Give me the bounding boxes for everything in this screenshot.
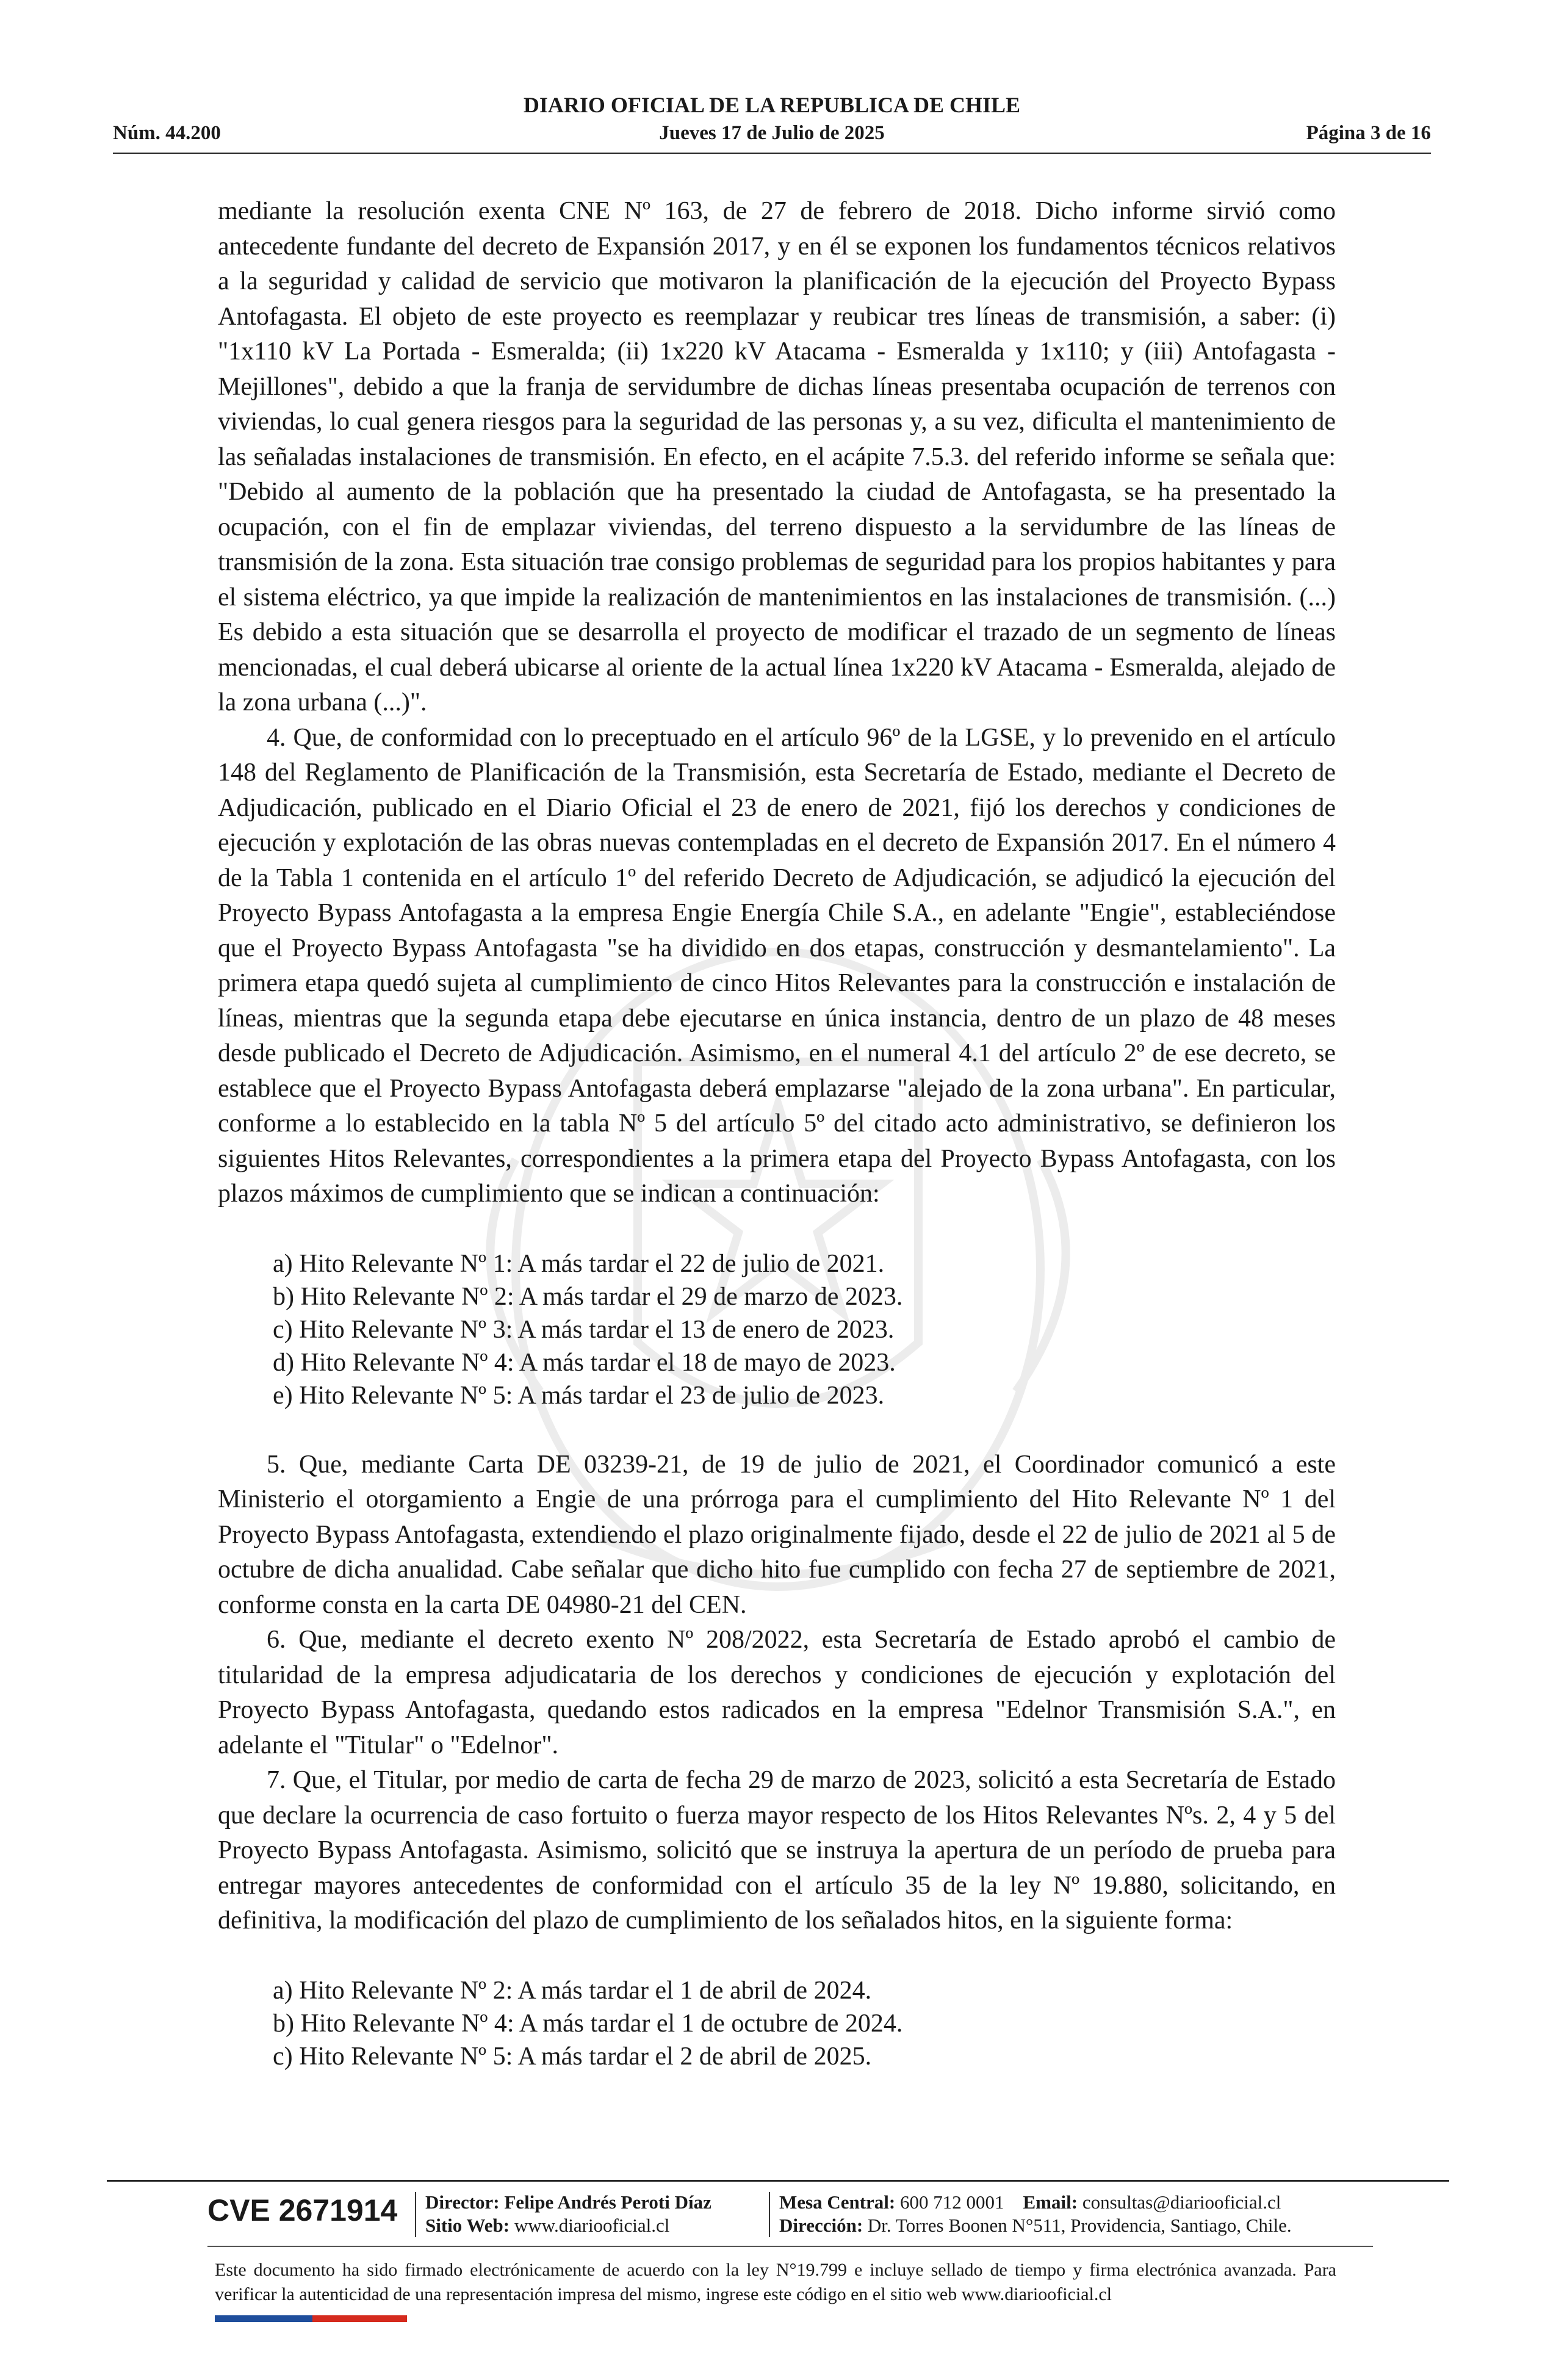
list-item: b) Hito Relevante Nº 4: A más tardar el 1 de octubre de 2024. <box>273 2009 903 2038</box>
footer-rule <box>107 2180 1449 2182</box>
milestone-list-requested <box>273 1974 1336 2073</box>
paragraph-6: 6. Que, mediante el decreto exento Nº 208/2022, esta Secretaría de Estado aprobó el cambio de titularidad de la empresa adjudicataria de los derechos y condiciones de ejecución y explotación del Proyecto Bypass Antofagasta, quedando estos radicados en la empresa "Edelnor Transmisión S.A.", en adelante el "Titular" o "Edelnor". <box>218 1626 1336 1759</box>
paragraph-4: 4. Que, de conformidad con lo preceptuado en el artículo 96º de la LGSE, y lo prevenido en el artículo 148 del Reglamento de Planificación de la Transmisión, esta Secretaría de Estado, mediante el Decreto de Adjudicación, publicado en el Diario Oficial el 23 de enero de 2021, fijó los derechos y condiciones de ejecución y explotación de las obras nuevas contempladas en el decreto de Expansión 2017. En el número 4 de la Tabla 1 contenida en el artículo 1º del referido Decreto de Adjudicación, se adjudicó la ejecución del Proyecto Bypass Antofagasta a la empresa Engie Energía Chile S.A., en adelante "Engie", estableciéndose que el Proyecto Bypass Antofagasta "se ha dividido en dos etapas, construcción y desmantelamiento". La primera etapa quedó sujeta al cumplimiento de cinco Hitos Relevantes para la construcción e instalación de líneas, mientras que la segunda etapa debe ejecutarse en única instancia, dentro de un plazo de 48 meses desde publicado el Decreto de Adjudicación. Asimismo, en el numeral 4.1 del artículo 2º de ese decreto, se establece que el Proyecto Bypass Antofagasta deberá emplazarse "alejado de la zona urbana". En particular, conforme a lo establecido en la tabla Nº 5 del artículo 5º del citado acto administrativo, se definieron los siguientes Hitos Relevantes, correspondientes a la primera etapa del Proyecto Bypass Antofagasta, con los plazos máximos de cumplimiento que se indican a continuación: <box>218 723 1336 1208</box>
phone-label: Mesa Central: <box>779 2191 896 2213</box>
paragraph-continuation: mediante la resolución exenta CNE Nº 163, de 27 de febrero de 2018. Dicho informe sirvió como antecedente fundante del decreto de Expansión 2017, y en él se exponen los fundamentos técnicos relativos a la seguridad y calidad de servicio que motivaron la planificación de la ejecución del Proyecto Bypass Antofagasta. El objeto de este proyecto es reemplazar y reubicar tres líneas de transmisión, a saber: (i) "1x110 kV La Portada - Esmeralda; (ii) 1x220 kV Atacama - Esmeralda y 1x110; y (iii) Antofagasta - Mejillones", debido a que la franja de servidumbre de dichas líneas presentaba ocupación de terrenos con viviendas, lo cual genera riesgos para la seguridad de las personas y, a su vez, dificulta el mantenimiento de las señaladas instalaciones de transmisión. En efecto, en el acápite 7.5.3. del referido informe se señala que: "Debido al aumento de la población que ha presentado la ciudad de Antofagasta, se ha presentado la ocupación, con el fin de emplazar viviendas, del terreno dispuesto a la servidumbre de las líneas de transmisión de la zona. Esta situación trae consigo problemas de seguridad para los propios habitantes y para el sistema eléctrico, ya que impide la realización de mantenimientos en las instalaciones de transmisión. (...) Es debido a esta situación que se desarrolla el proyecto de modificar el trazado de un segmento de líneas mencionadas, el cual deberá ubicarse al oriente de la actual línea 1x220 kV Atacama - Esmeralda, alejado de la zona urbana (...)". <box>218 197 1336 716</box>
list-item: e) Hito Relevante Nº 5: A más tardar el 23 de julio de 2023. <box>273 1381 885 1410</box>
issue-date: Jueves 17 de Julio de 2025 <box>659 122 885 144</box>
legal-notice: Este documento ha sido firmado electrónicamente de acuerdo con la ley N°19.799 e incluye sellado de tiempo y firma electrónica avanzada. Para verificar la autenticidad de una representación impresa del mismo, ingrese este código en el sitio web www.diariooficial.cl <box>215 2260 1336 2304</box>
milestone-list-original <box>273 1247 1336 1412</box>
email-label: Email: <box>1023 2191 1078 2213</box>
director-label: Director: <box>425 2191 500 2213</box>
gazette-title: DIARIO OFICIAL DE LA REPUBLICA DE CHILE <box>523 93 1021 117</box>
address-label: Dirección: <box>779 2215 863 2236</box>
list-item: c) Hito Relevante Nº 5: A más tardar el 2 de abril de 2025. <box>273 2042 872 2071</box>
footer-divider <box>769 2192 770 2237</box>
footer-director-block <box>425 2191 711 2237</box>
list-item: b) Hito Relevante Nº 2: A más tardar el 29 de marzo de 2023. <box>273 1282 903 1311</box>
list-item: c) Hito Relevante Nº 3: A más tardar el 13 de enero de 2023. <box>273 1315 895 1344</box>
address-value: Dr. Torres Boonen N°511, Providencia, Santiago, Chile. <box>867 2215 1292 2236</box>
list-item: a) Hito Relevante Nº 2: A más tardar el 1 de abril de 2024. <box>273 1976 872 2005</box>
document-body <box>218 194 1336 2073</box>
header-rule <box>113 153 1431 154</box>
list-item: d) Hito Relevante Nº 4: A más tardar el 18 de mayo de 2023. <box>273 1348 896 1377</box>
email-link[interactable]: consultas@diariooficial.cl <box>1082 2191 1281 2213</box>
phone-value: 600 712 0001 <box>900 2191 1004 2213</box>
footer-contact-block <box>779 2191 1292 2237</box>
flag-stripe-blue <box>215 2315 312 2322</box>
paragraph-7: 7. Que, el Titular, por medio de carta de fecha 29 de marzo de 2023, solicitó a esta Secretaría de Estado que declare la ocurrencia de caso fortuito o fuerza mayor respecto de los Hitos Relevantes Nºs. 2, 4 y 5 del Proyecto Bypass Antofagasta. Asimismo, solicitó que se instruya la apertura de un período de prueba para entregar mayores antecedentes de conformidad con el artículo 35 de la ley Nº 19.880, solicitando, en definitiva, la modificación del plazo de cumplimiento de los señalados hitos, en la siguiente forma: <box>218 1766 1336 1935</box>
paragraph-5: 5. Que, mediante Carta DE 03239-21, de 19 de julio de 2021, el Coordinador comunicó a este Ministerio el otorgamiento a Engie de una prórroga para el cumplimiento del Hito Relevante Nº 1 del Proyecto Bypass Antofagasta, extendiendo el plazo originalmente fijado, desde el 22 de julio de 2021 al 5 de octubre de dicha anualidad. Cabe señalar que dicho hito fue cumplido con fecha 27 de septiembre de 2021, conforme consta en la carta DE 04980-21 del CEN. <box>218 1450 1336 1619</box>
footer-divider <box>415 2192 416 2237</box>
page-number: Página 3 de 16 <box>1306 122 1431 144</box>
site-link[interactable]: www.diariooficial.cl <box>514 2215 670 2236</box>
flag-stripe-red <box>312 2315 407 2322</box>
list-item: a) Hito Relevante Nº 1: A más tardar el 22 de julio de 2021. <box>273 1249 885 1278</box>
site-label: Sitio Web: <box>425 2215 510 2236</box>
cve-code: CVE 2671914 <box>207 2193 398 2227</box>
footer-rule-secondary <box>207 2246 1373 2247</box>
issue-number: Núm. 44.200 <box>113 122 221 144</box>
director-name: Felipe Andrés Peroti Díaz <box>504 2191 711 2213</box>
page-header <box>113 92 1431 154</box>
